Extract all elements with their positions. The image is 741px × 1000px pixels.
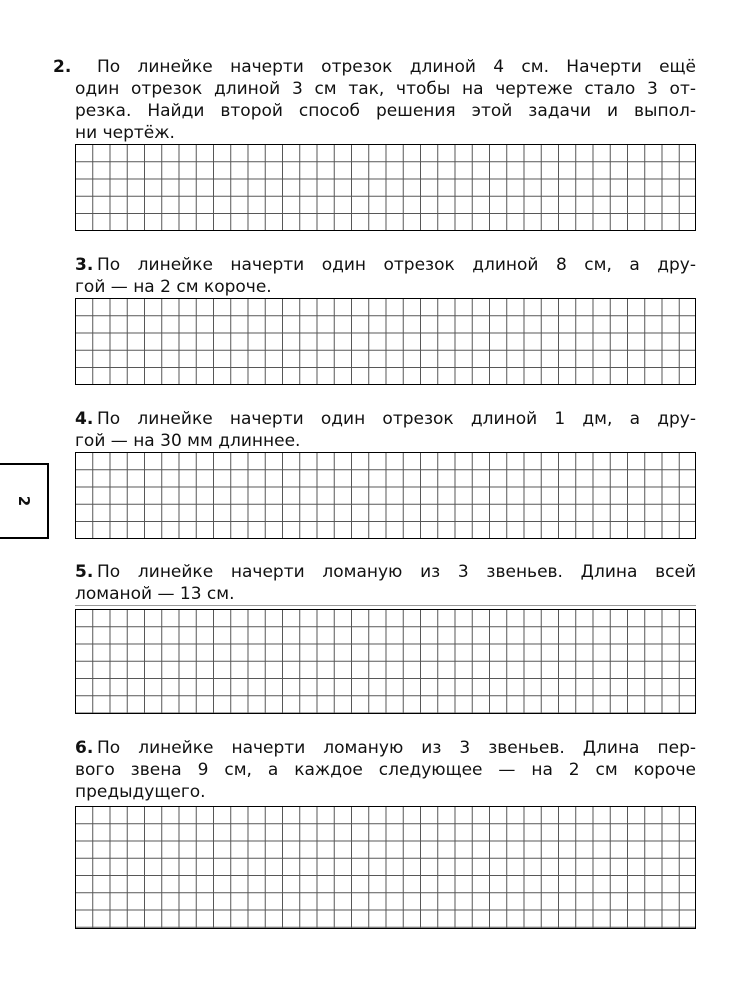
task-number: 6. xyxy=(75,738,94,758)
task-text: предыдущего. xyxy=(75,782,206,802)
task-text: один отрезок длиной 3 см так, чтобы на чертеже стало 3 от- xyxy=(75,79,696,99)
task-number: 2. xyxy=(53,57,72,77)
answer-grid-task-2[interactable] xyxy=(75,144,696,231)
task-text: По линейке начерти один отрезок длиной 1 дм, а дру- xyxy=(97,409,696,429)
task-number: 3. xyxy=(75,255,94,275)
task-3-line-2 xyxy=(75,276,272,298)
answer-grid-task-6[interactable] xyxy=(75,806,696,929)
task-5-line-2 xyxy=(75,583,235,605)
task-3-line-1 xyxy=(75,254,696,276)
task-text: вого звена 9 см, а каждое следующее — на 2 см короче xyxy=(75,760,696,780)
task-2-line-4 xyxy=(75,122,175,144)
task-text: По линейке начерти ломаную из 3 звеньев. Длина пер- xyxy=(97,738,696,758)
task-text: По линейке начерти ломаную из 3 звеньев. Длина всей xyxy=(97,562,696,582)
answer-grid-task-3[interactable] xyxy=(75,298,696,385)
task-2-line-2 xyxy=(75,78,696,100)
task-2-line-1 xyxy=(53,56,696,78)
page-number-tab xyxy=(0,463,49,539)
task-text: гой — на 2 см короче. xyxy=(75,277,272,297)
task-text: гой — на 30 мм длиннее. xyxy=(75,431,301,451)
task-number: 4. xyxy=(75,409,94,429)
task-4-line-1 xyxy=(75,408,696,430)
task-6-line-1 xyxy=(75,737,696,759)
answer-grid-task-4[interactable] xyxy=(75,452,696,539)
task-2 xyxy=(53,56,696,144)
task-text: По линейке начерти отрезок длиной 4 см. Начерти ещё xyxy=(97,57,696,77)
task-6 xyxy=(75,737,696,803)
task-4 xyxy=(75,408,696,452)
task-text: ни чертёж. xyxy=(75,123,175,143)
task-text: ломаной — 13 см. xyxy=(75,584,235,604)
task-2-line-3 xyxy=(75,100,696,122)
task-6-line-3 xyxy=(75,781,206,803)
task-number: 5. xyxy=(75,562,94,582)
task-text: По линейке начерти один отрезок длиной 8 см, а дру- xyxy=(97,255,696,275)
task-3 xyxy=(75,254,696,298)
task-5 xyxy=(75,561,696,605)
answer-grid-task-5[interactable] xyxy=(75,609,696,714)
task-6-line-2 xyxy=(75,759,696,781)
divider-line xyxy=(75,605,696,606)
task-4-line-2 xyxy=(75,430,300,452)
task-text: резка. Найди второй способ решения этой задачи и выпол- xyxy=(75,101,696,121)
page-number: 2 xyxy=(14,495,33,507)
task-5-line-1 xyxy=(75,561,696,583)
